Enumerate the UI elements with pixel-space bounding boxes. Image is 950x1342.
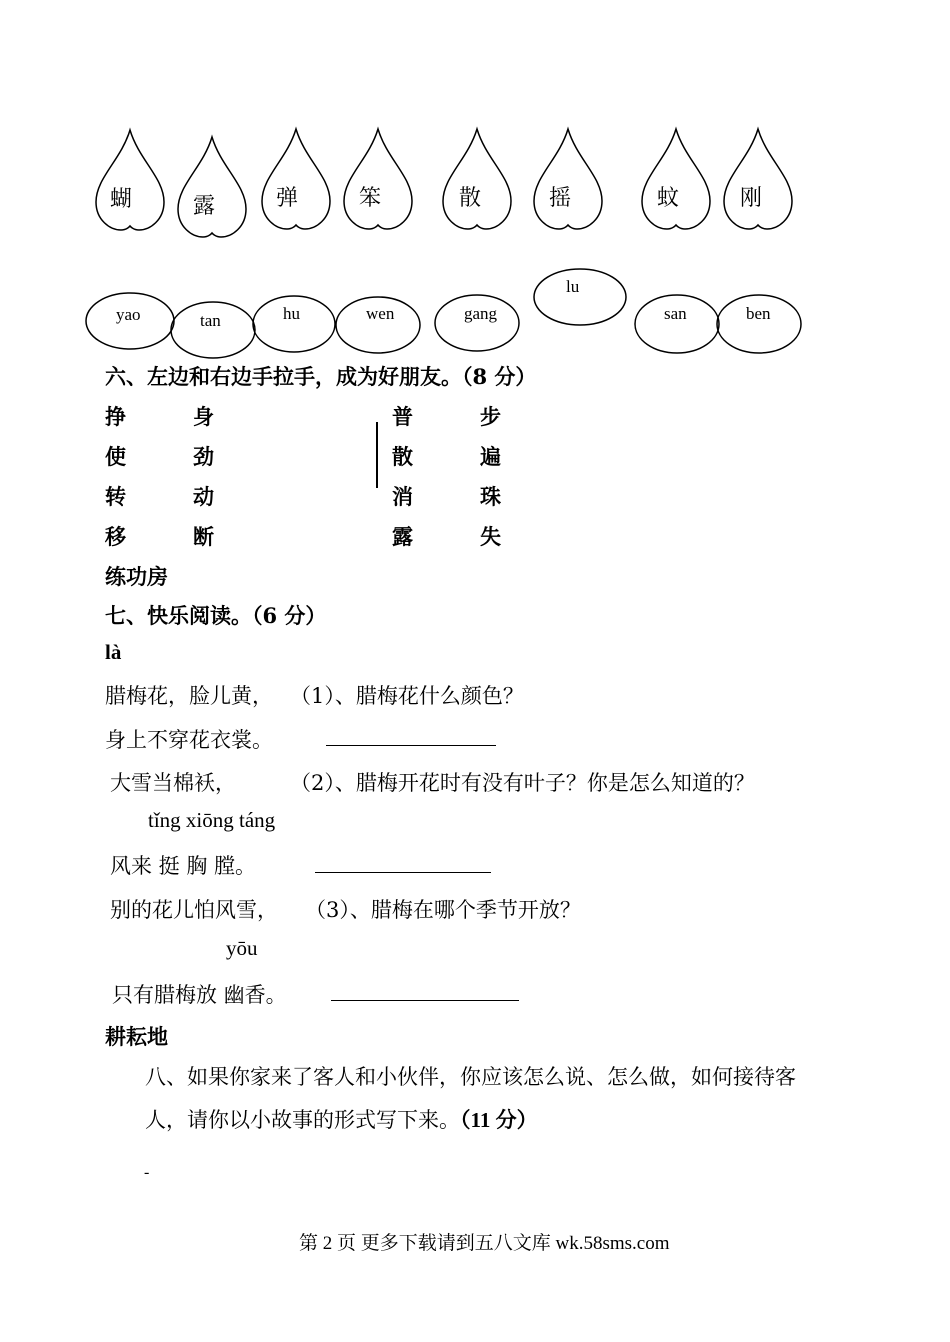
oval-shape (534, 269, 626, 325)
question-3: （3）、腊梅在哪个季节开放？ (305, 898, 581, 922)
poem-line-3: 大雪当棉袄， (110, 771, 236, 795)
drop-shape (724, 129, 792, 229)
right-col1-1: 散 (392, 444, 413, 469)
drop-char-8: 刚 (740, 186, 763, 211)
section8-score: （11 分） (460, 1108, 538, 1132)
drop-shape (443, 129, 511, 229)
answer-line-1[interactable] (326, 724, 496, 746)
left-col1-1: 使 (105, 444, 126, 469)
poem-line-4: 风来 挺 胸 膛。 (110, 854, 257, 878)
drop-char-6: 摇 (549, 186, 572, 211)
drop-char-1: 蝴 (110, 187, 133, 212)
right-col1-2: 消 (392, 484, 413, 509)
left-col2-2: 动 (193, 484, 214, 509)
left-col1-0: 挣 (105, 404, 126, 429)
right-col1-0: 普 (392, 404, 413, 429)
dash-mark: - (144, 1164, 150, 1181)
drop-char-5: 散 (459, 186, 482, 211)
oval-label-7: san (664, 304, 687, 323)
left-col1-3: 移 (105, 524, 126, 549)
left-col2-1: 劲 (193, 444, 214, 469)
poem-line-2: 身上不穿花衣裳。 (105, 728, 273, 752)
drop-shape (344, 129, 412, 229)
pinyin-la: là (105, 640, 122, 664)
left-col2-3: 断 (193, 524, 214, 549)
section7-title: 七、快乐阅读。（6 分） (105, 603, 327, 628)
oval-label-5: gang (464, 304, 498, 323)
right-col2-1: 遍 (480, 444, 501, 469)
left-col2-0: 身 (193, 404, 214, 429)
drop-shape (642, 129, 710, 229)
drop-shape (96, 130, 164, 230)
oval-label-6: lu (566, 277, 580, 296)
pinyin-ting-xiong-tang: tǐng xiōng táng (148, 808, 276, 832)
lian-gong-fang-heading: 练功房 (105, 564, 168, 589)
right-col1-3: 露 (392, 524, 413, 549)
drop-char-7: 蚊 (657, 186, 680, 211)
oval-label-1: yao (116, 305, 141, 324)
question-2: （2）、腊梅开花时有没有叶子？你是怎么知道的？ (290, 771, 755, 795)
question-1: （1）、腊梅花什么颜色？ (290, 684, 524, 708)
right-col2-3: 失 (480, 524, 501, 549)
geng-yun-di-heading: 耕耘地 (105, 1024, 168, 1049)
drop-shape (178, 137, 246, 237)
poem-line-6: 只有腊梅放 幽香。 (112, 983, 287, 1007)
left-col1-2: 转 (105, 484, 126, 509)
section6-title: 六、左边和右边手拉手，成为好朋友。（8 分） (105, 364, 537, 389)
drop-shape (534, 129, 602, 229)
section8-line-2 (145, 1104, 538, 1134)
drop-char-2: 露 (193, 194, 216, 219)
poem-line-1: 腊梅花，脸儿黄， (105, 684, 273, 708)
drop-char-4: 笨 (359, 186, 382, 211)
drop-shape (262, 129, 330, 229)
section8-line-2-text: 人，请你以小故事的形式写下来。 (145, 1108, 460, 1132)
page-footer: 第 2 页 更多下载请到五八文库 wk.58sms.com (299, 1233, 670, 1254)
section8-line-1: 八、如果你家来了客人和小伙伴，你应该怎么说、怎么做，如何接待客 (145, 1065, 796, 1089)
oval-label-8: ben (746, 304, 771, 323)
drop-char-3: 弹 (276, 186, 299, 211)
pinyin-you: yōu (226, 936, 258, 960)
right-col2-2: 珠 (480, 484, 501, 509)
right-col2-0: 步 (480, 404, 501, 429)
oval-label-3: hu (283, 304, 300, 323)
answer-line-2[interactable] (315, 851, 491, 873)
oval-label-2: tan (200, 311, 221, 330)
oval-label-4: wen (366, 304, 395, 323)
answer-line-3[interactable] (331, 979, 519, 1001)
poem-line-5: 别的花儿怕风雪， (110, 898, 278, 922)
divider-line (376, 422, 378, 488)
